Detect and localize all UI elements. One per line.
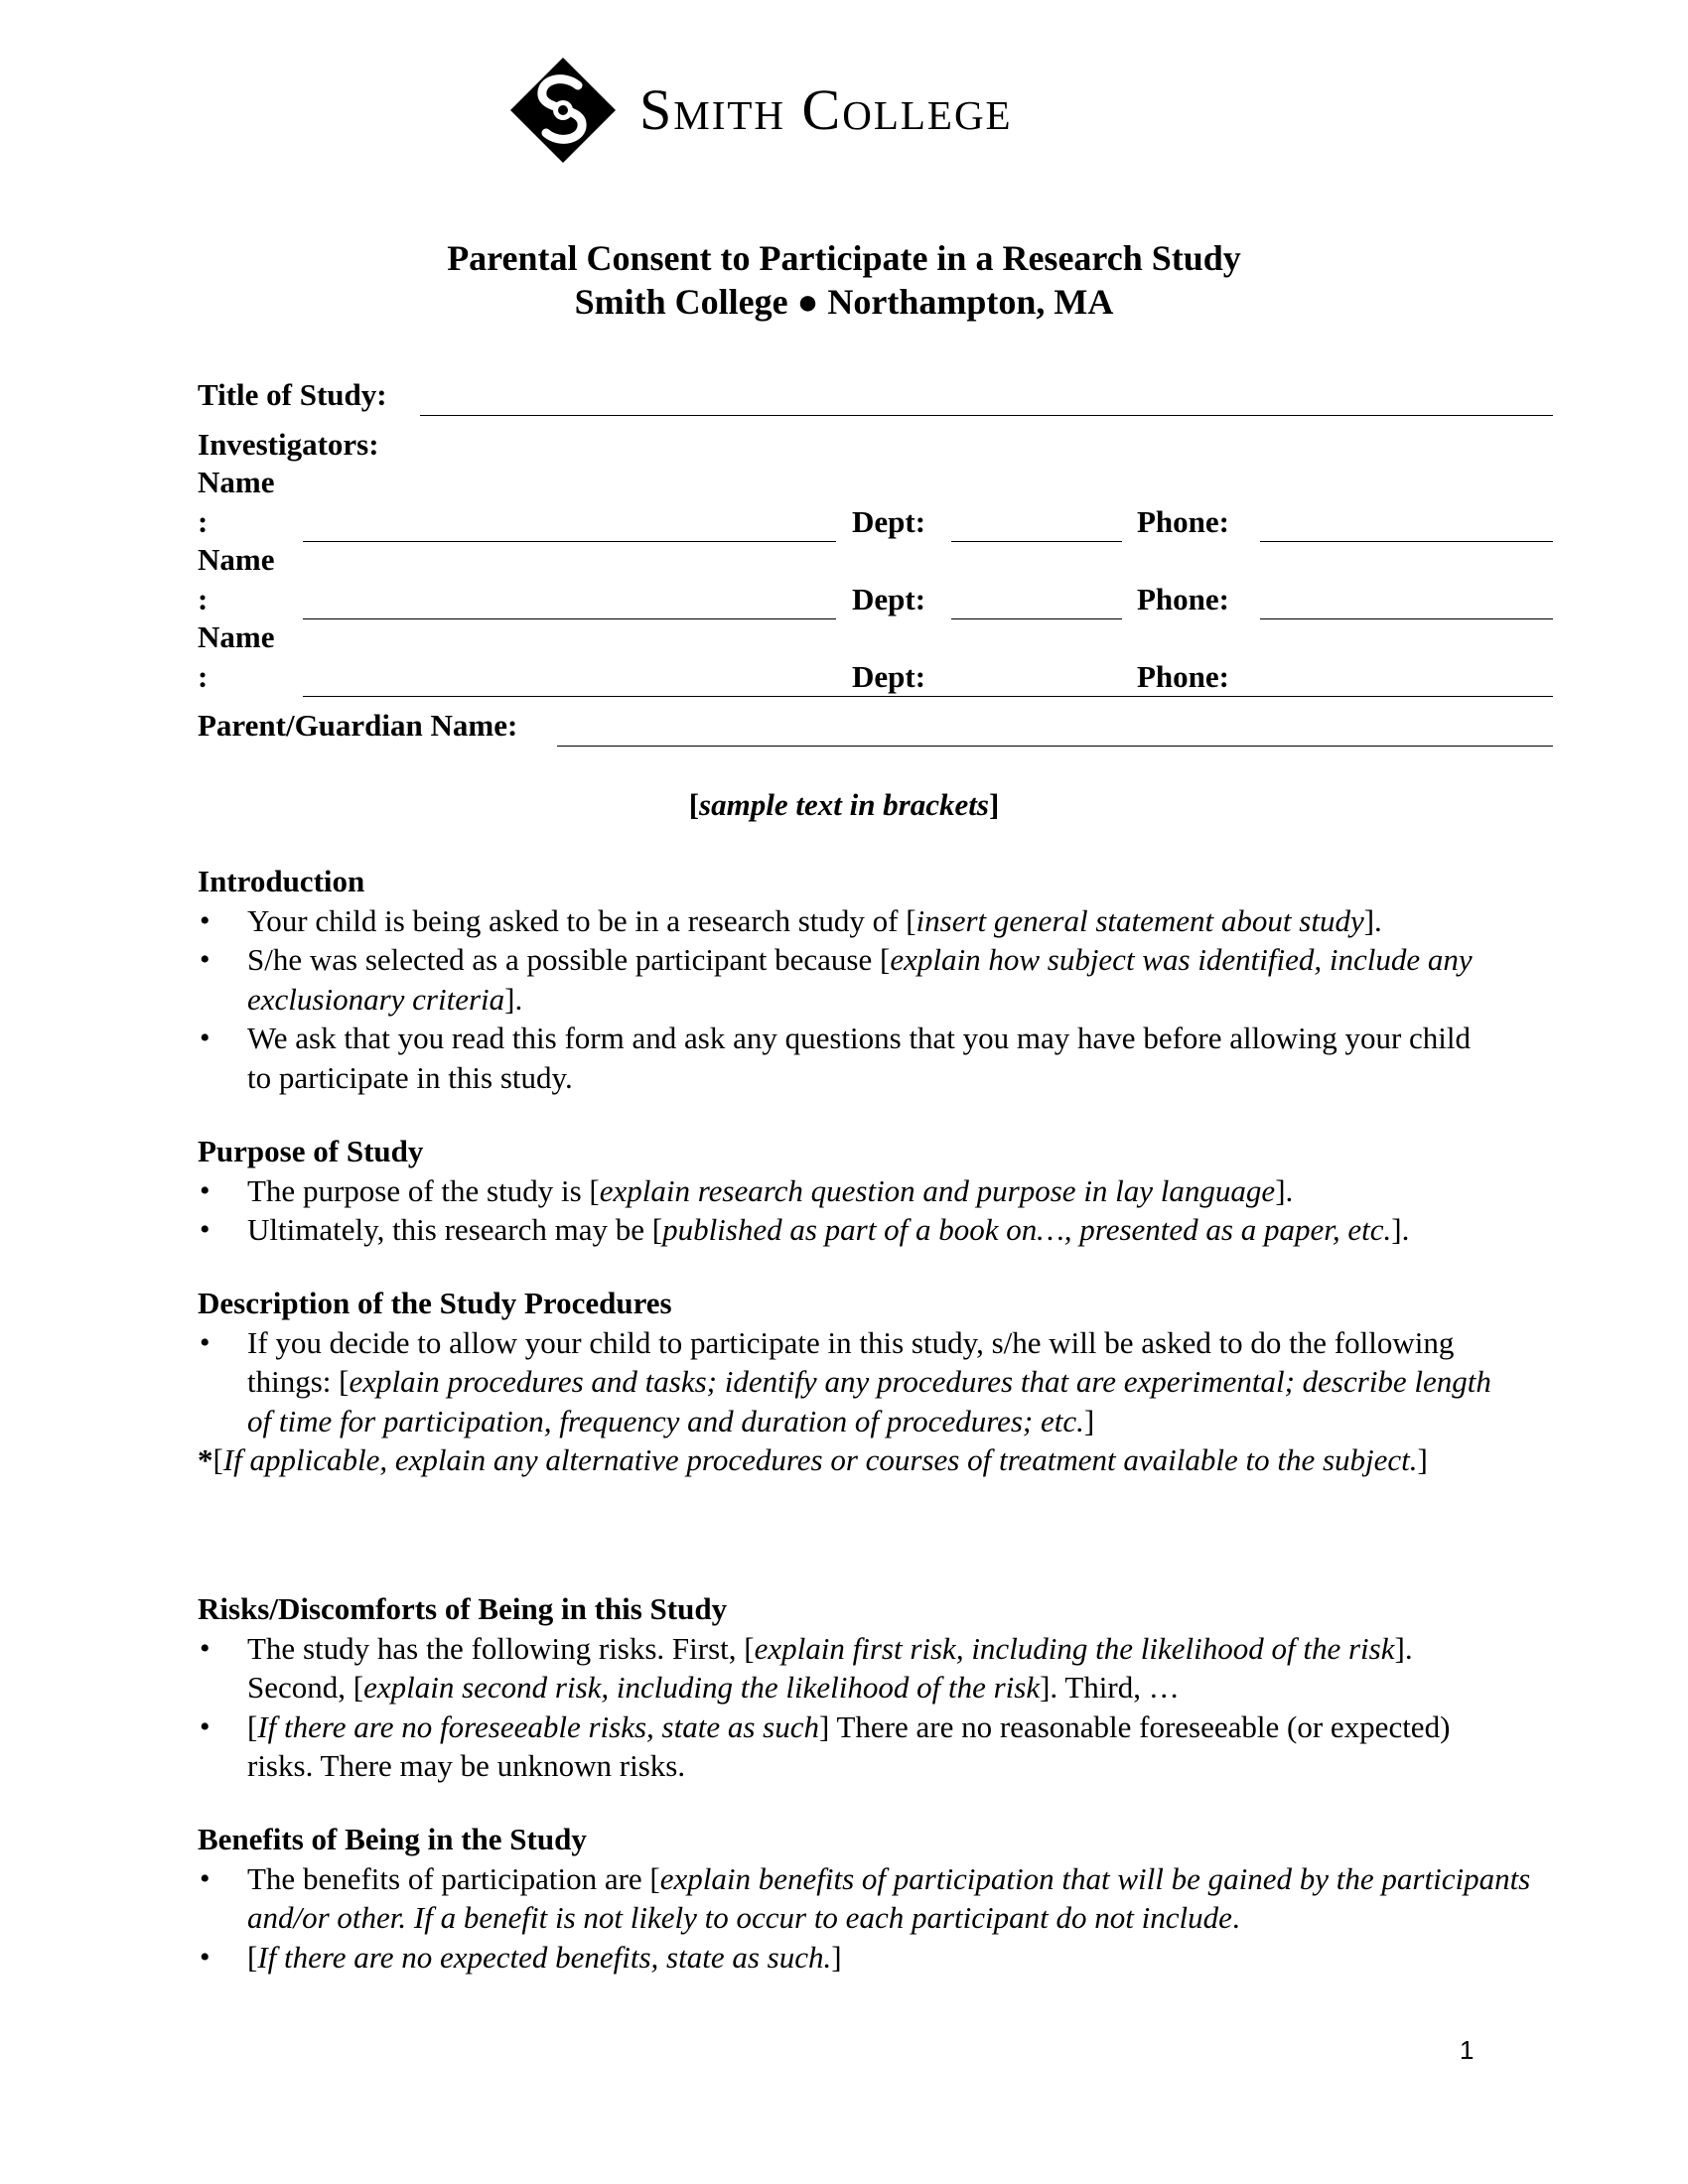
list-item: • We ask that you read this form and ask any questions that you may have before allowing your child to participate in this study. [198, 1019, 1553, 1097]
list-item: • Your child is being asked to be in a research study of [insert general statement about study]. [198, 901, 1553, 941]
list-item: • If you decide to allow your child to participate in this study, s/he will be asked to do the following things: [explain procedures and tasks; identify any procedures that are experimental; describe length of time for participation, frequency and duration of procedures; etc.] [198, 1323, 1553, 1441]
benefits-heading: Benefits of Being in the Study [198, 1822, 587, 1856]
phone-label-1: Phone: [1137, 504, 1229, 539]
dept-label-1: Dept: [852, 504, 926, 539]
dept-label-3: Dept: [852, 659, 926, 694]
document-title [0, 236, 1688, 324]
name-label-1: Name [198, 465, 275, 499]
alternative-procedures-note: *[If applicable, explain any alternative procedures or courses of treatment available to the subject.] [198, 1442, 1428, 1477]
list-item: • [If there are no expected benefits, state as such.] [198, 1938, 1553, 1978]
parent-guardian-field[interactable] [557, 746, 1553, 747]
phone-field-1[interactable] [1260, 541, 1553, 542]
investigator-name-field-2[interactable] [303, 618, 836, 619]
page-number: 1 [1460, 2035, 1475, 2065]
procedures-heading: Description of the Study Procedures [198, 1286, 672, 1320]
investigators-label: Investigators: [198, 427, 379, 462]
investigator-name-field-3[interactable] [303, 696, 1553, 697]
list-item: • S/he was selected as a possible participant because [explain how subject was identified, include any exclusionary criteria]. [198, 940, 1553, 1019]
purpose-heading: Purpose of Study [198, 1134, 424, 1168]
list-item: • Ultimately, this research may be [published as part of a book on…, presented as a paper, etc.]. [198, 1210, 1553, 1250]
name-colon-2: : [198, 582, 209, 616]
investigator-name-field-1[interactable] [303, 541, 836, 542]
title-line-2: Smith College ● Northampton, MA [574, 282, 1114, 322]
name-label-3: Name [198, 619, 275, 654]
logo-text: Smith College [639, 77, 1013, 142]
section-benefits [198, 1820, 1553, 1977]
title-of-study-field[interactable] [420, 415, 1553, 416]
dept-field-1[interactable] [951, 541, 1122, 542]
section-purpose [198, 1132, 1553, 1250]
smith-college-logo [508, 55, 1013, 166]
phone-field-2[interactable] [1260, 618, 1553, 619]
section-procedures [198, 1284, 1553, 1480]
list-item: • The purpose of the study is [explain research question and purpose in lay language]. [198, 1171, 1553, 1211]
phone-label-3: Phone: [1137, 659, 1229, 694]
name-colon-1: : [198, 504, 209, 539]
list-item: • [If there are no foreseeable risks, state as such] There are no reasonable foreseeable (or expected) risks. There may be unknown risks. [198, 1707, 1553, 1786]
dept-field-2[interactable] [951, 618, 1122, 619]
list-item: • The benefits of participation are [explain benefits of participation that will be gained by the participants and/or other. If a benefit is not likely to occur to each participant do not include. [198, 1859, 1553, 1938]
phone-label-2: Phone: [1137, 582, 1229, 616]
title-line-1: Parental Consent to Participate in a Research Study [447, 238, 1241, 278]
section-introduction [198, 862, 1553, 1097]
name-colon-3: : [198, 659, 209, 694]
risks-heading: Risks/Discomforts of Being in this Study [198, 1591, 728, 1626]
smith-college-seal-icon [508, 56, 618, 165]
dept-label-2: Dept: [852, 582, 926, 616]
introduction-heading: Introduction [198, 864, 365, 898]
name-label-2: Name [198, 542, 275, 577]
sample-text-note: [sample text in brackets] [688, 787, 1000, 822]
list-item: • The study has the following risks. First, [explain first risk, including the likelihood of the risk]. Second, [explain second risk, including the likelihood of the risk]. Third, … [198, 1629, 1553, 1707]
parent-guardian-label: Parent/Guardian Name: [198, 708, 518, 743]
title-of-study-label: Title of Study: [198, 377, 387, 412]
section-risks [198, 1589, 1553, 1786]
